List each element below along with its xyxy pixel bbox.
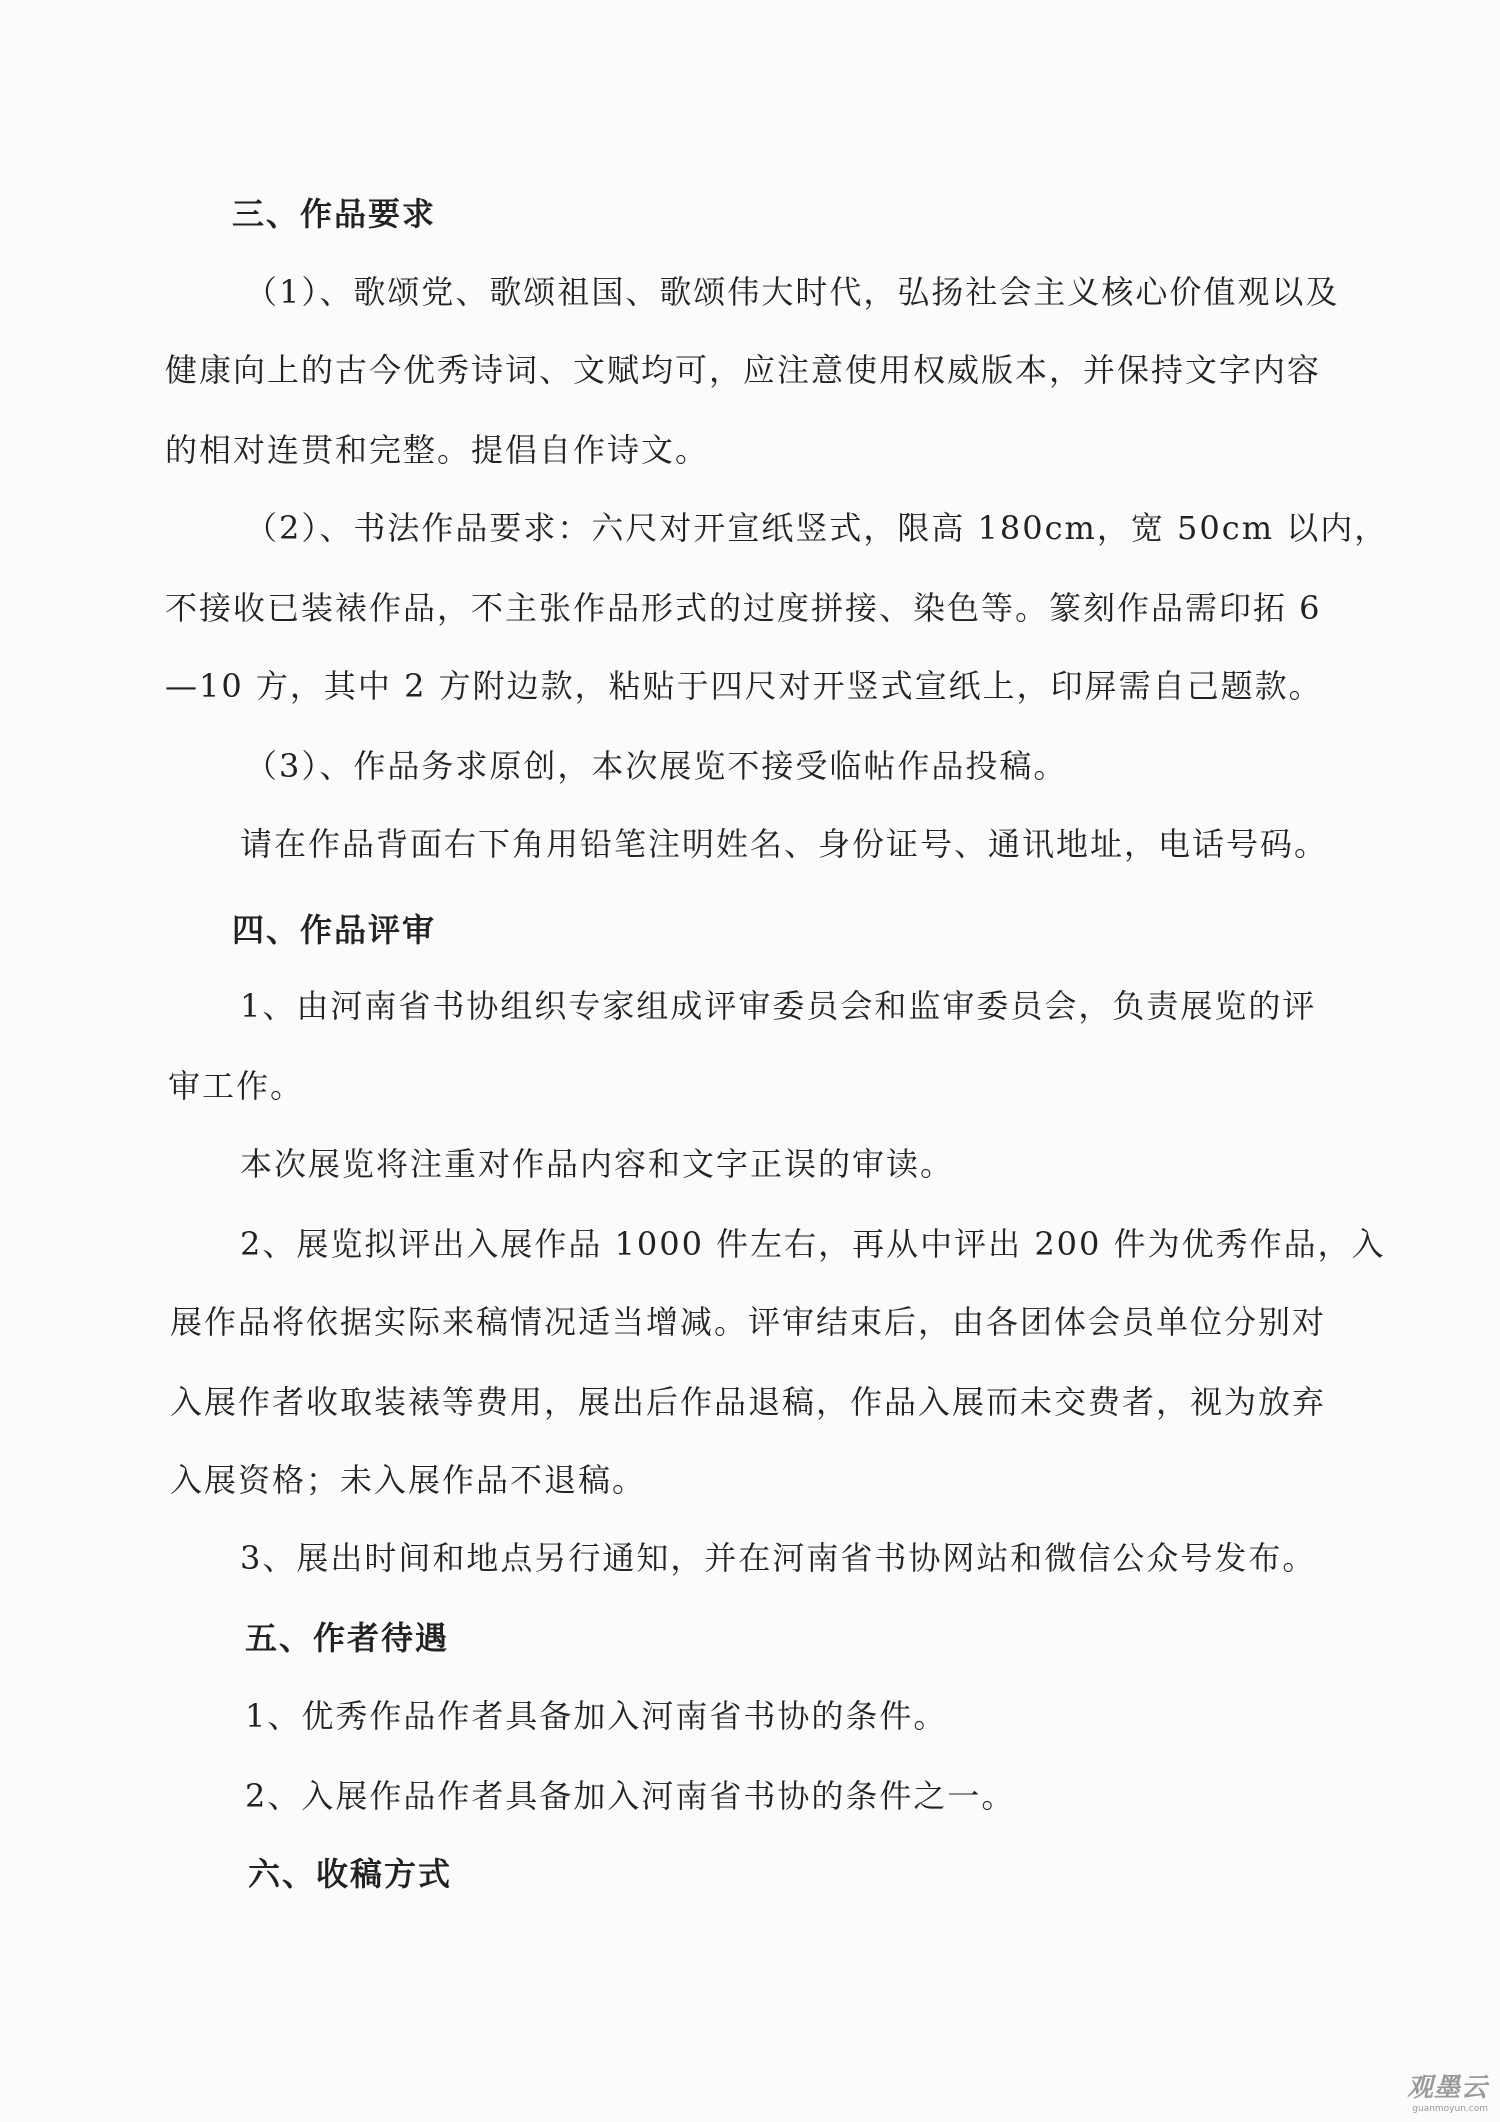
section3-note: 请在作品背面右下角用铅笔注明姓名、身份证号、通讯地址，电话号码。 <box>240 825 1329 863</box>
section4-item2-line3: 入展作者收取装裱等费用，展出后作品退稿，作品入展而未交费者，视为放弃 <box>170 1383 1327 1421</box>
watermark <box>1407 2067 1488 2114</box>
section4-item2-line2: 展作品将依据实际来稿情况适当增减。评审结束后，由各团体会员单位分别对 <box>170 1303 1327 1341</box>
section5-item2: 2、入展作品作者具备加入河南省书协的条件之一。 <box>245 1777 1016 1815</box>
section3-item2-line1: （2）、书法作品要求：六尺对开宣纸竖式，限高 180cm，宽 50cm 以内， <box>245 509 1389 547</box>
section4-item1-note: 本次展览将注重对作品内容和文字正误的审读。 <box>240 1145 955 1183</box>
section4-item3: 3、展出时间和地点另行通知，并在河南省书协网站和微信公众号发布。 <box>240 1539 1317 1577</box>
section5-item1: 1、优秀作品作者具备加入河南省书协的条件。 <box>245 1697 948 1735</box>
section3-item3: （3）、作品务求原创，本次展览不接受临帖作品投稿。 <box>245 747 1068 785</box>
section4-heading: 四、作品评审 <box>232 911 437 949</box>
section4-item1-line1: 1、由河南省书协组织专家组成评审委员会和监审委员会，负责展览的评 <box>240 987 1317 1025</box>
section4-item2-line4: 入展资格；未入展作品不退稿。 <box>170 1461 647 1499</box>
section3-heading: 三、作品要求 <box>232 195 437 233</box>
section3-item1-line2: 健康向上的古今优秀诗词、文赋均可，应注意使用权威版本，并保持文字内容 <box>165 351 1322 389</box>
section5-heading: 五、作者待遇 <box>245 1619 450 1657</box>
section6-heading: 六、收稿方式 <box>248 1855 453 1893</box>
section4-item1-line2: 审工作。 <box>168 1067 305 1105</box>
section3-item2-line2: 不接收已装裱作品，不主张作品形式的过度拼接、染色等。篆刻作品需印拓 6 <box>165 589 1322 627</box>
section3-item1-line1: （1）、歌颂党、歌颂祖国、歌颂伟大时代，弘扬社会主义核心价值观以及 <box>245 273 1340 311</box>
section3-item1-line3: 的相对连贯和完整。提倡自作诗文。 <box>165 431 710 469</box>
watermark-logo-text: 观墨云 <box>1406 2073 1488 2103</box>
watermark-url: guanmoyun.com <box>1412 2104 1488 2114</box>
section3-item2-line3: —10 方，其中 2 方附边款，粘贴于四尺对开竖式宣纸上，印屏需自己题款。 <box>165 667 1323 705</box>
section4-item2-line1: 2、展览拟评出入展作品 1000 件左右，再从中评出 200 件为优秀作品，入 <box>240 1225 1386 1263</box>
